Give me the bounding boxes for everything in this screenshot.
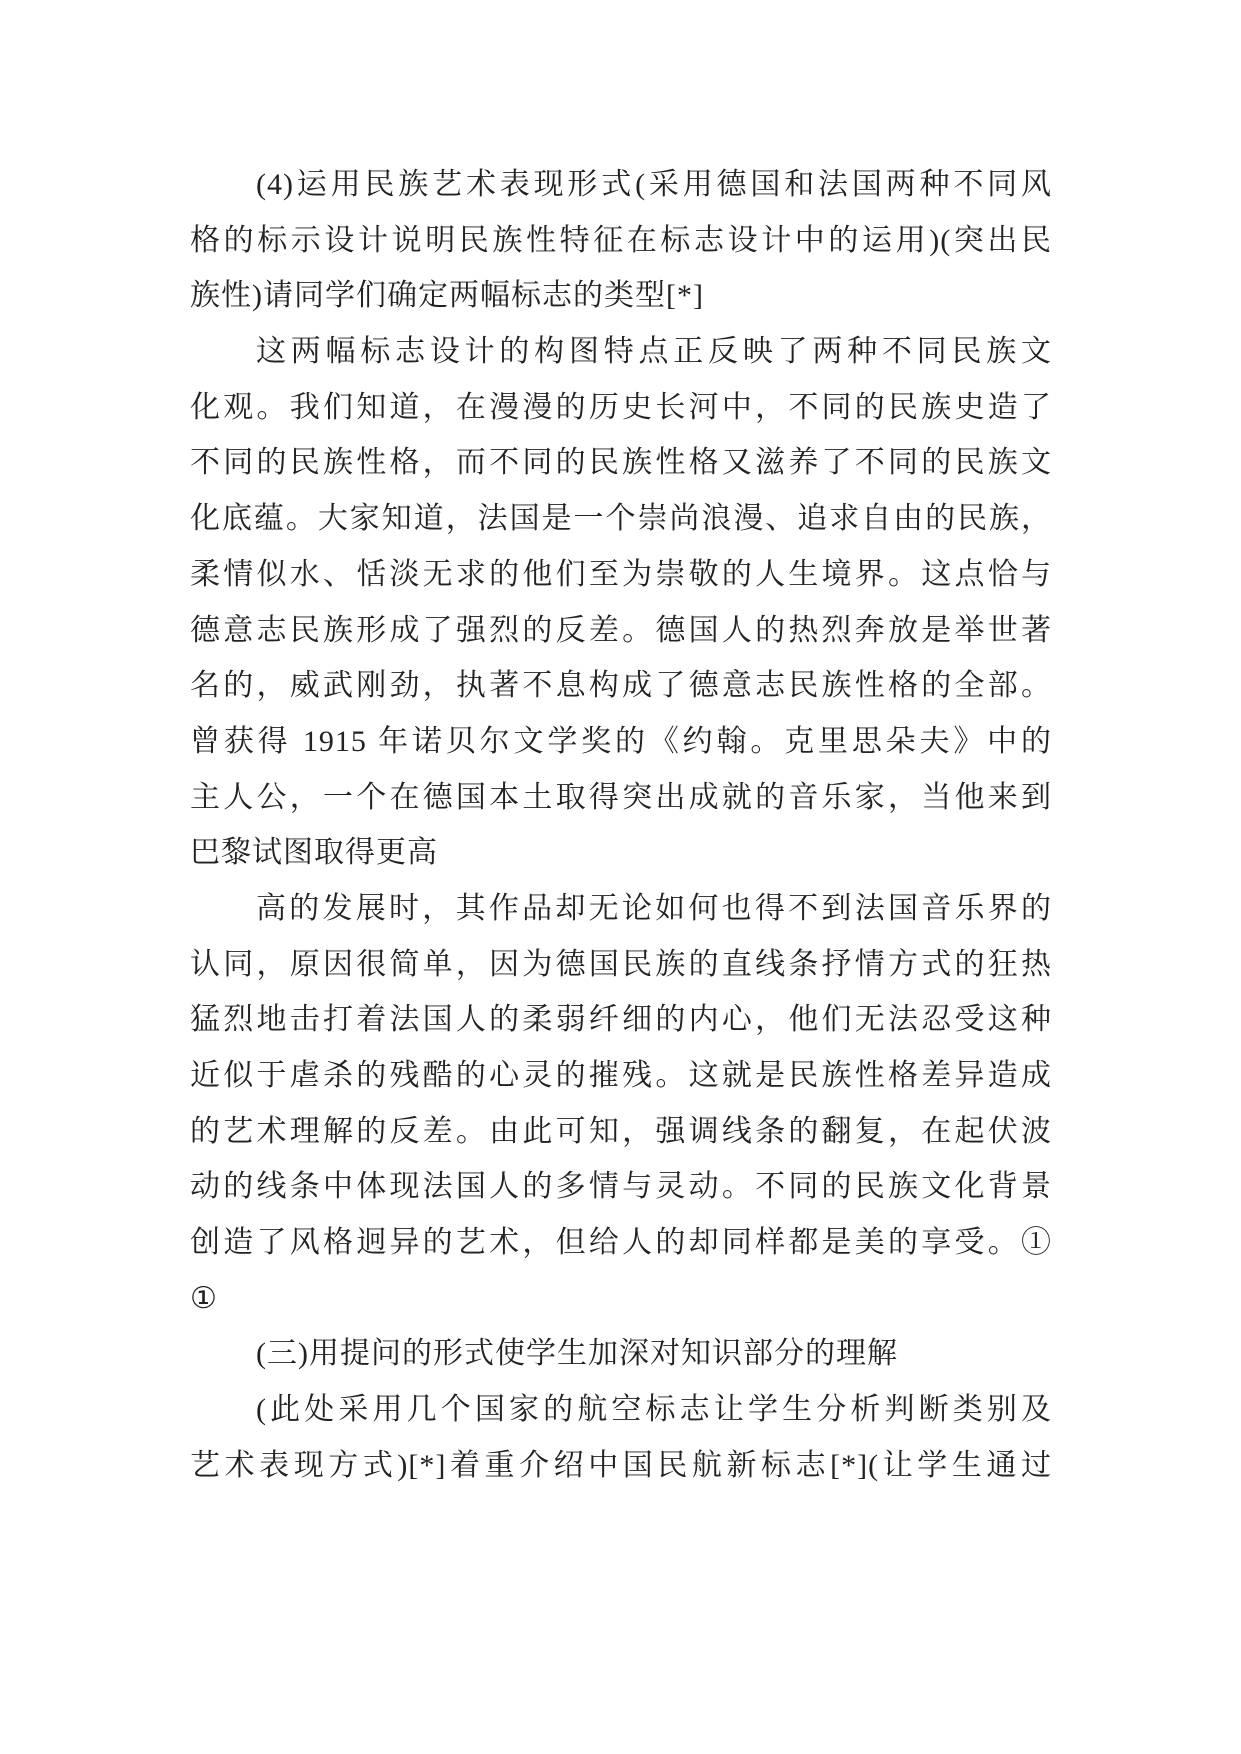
text-line: 这两幅标志设计的构图特点正反映了两种不同民族文: [256, 335, 1052, 369]
text-line: (此处采用几个国家的航空标志让学生分析判断类别及: [256, 1393, 1052, 1427]
text-line: 动的线条中体现法国人的多情与灵动。不同的民族文化背景: [190, 1170, 1052, 1204]
text-line: 不同的民族性格，而不同的民族性格又滋养了不同的民族文: [190, 446, 1052, 480]
text-line: (4)运用民族艺术表现形式(采用德国和法国两种不同风: [256, 168, 1052, 201]
section-heading: [190, 1326, 1052, 1382]
text-line: 族性)请同学们确定两幅标志的类型[*]: [190, 279, 704, 313]
footnote-marker: ①: [190, 1281, 218, 1315]
text-line: 主人公，一个在德国本土取得突出成就的音乐家，当他来到: [190, 780, 1052, 814]
text-line: 艺术表现方式)[*]着重介绍中国民航新标志[*](让学生通过: [190, 1448, 1052, 1482]
text-line: 格的标示设计说明民族性特征在标志设计中的运用)(突出民: [190, 223, 1052, 257]
text-line: 猛烈地击打着法国人的柔弱纤细的内心，他们无法忍受这种: [190, 1003, 1052, 1037]
paragraph: [190, 1382, 1052, 1493]
text-line: 近似于虐杀的残酷的心灵的摧残。这就是民族性格差异造成: [190, 1059, 1052, 1092]
text-line: 柔情似水、恬淡无求的他们至为崇敬的人生境界。这点恰与: [190, 557, 1052, 591]
text-line: 曾获得 1915 年诺贝尔文学奖的《约翰。克里思朵夫》中的: [190, 724, 1052, 758]
text-line: 的艺术理解的反差。由此可知，强调线条的翻复，在起伏波: [190, 1114, 1052, 1148]
text-line: 认同，原因很简单，因为德国民族的直线条抒情方式的狂热: [190, 947, 1052, 981]
text-line: 化观。我们知道，在漫漫的历史长河中，不同的民族史造了: [190, 390, 1052, 424]
paragraph: [190, 324, 1052, 881]
text-line: 创造了风格迥异的艺术，但给人的却同样都是美的享受。①: [190, 1226, 1052, 1260]
text-line: 化底蕴。大家知道，法国是一个崇尚浪漫、追求自由的民族，: [190, 502, 1052, 536]
document-body: [190, 157, 1052, 1494]
text-line: 德意志民族形成了强烈的反差。德国人的热烈奔放是举世著: [190, 613, 1052, 647]
text-line: 高的发展时，其作品却无论如何也得不到法国音乐界的: [256, 891, 1052, 925]
paragraph: [190, 157, 1052, 324]
text-line: 巴黎试图取得更高: [190, 836, 438, 870]
text-line: 名的，威武刚劲，执著不息构成了德意志民族性格的全部。: [190, 669, 1052, 703]
paragraph: [190, 881, 1052, 1327]
text-line: (三)用提问的形式使学生加深对知识部分的理解: [256, 1337, 898, 1371]
